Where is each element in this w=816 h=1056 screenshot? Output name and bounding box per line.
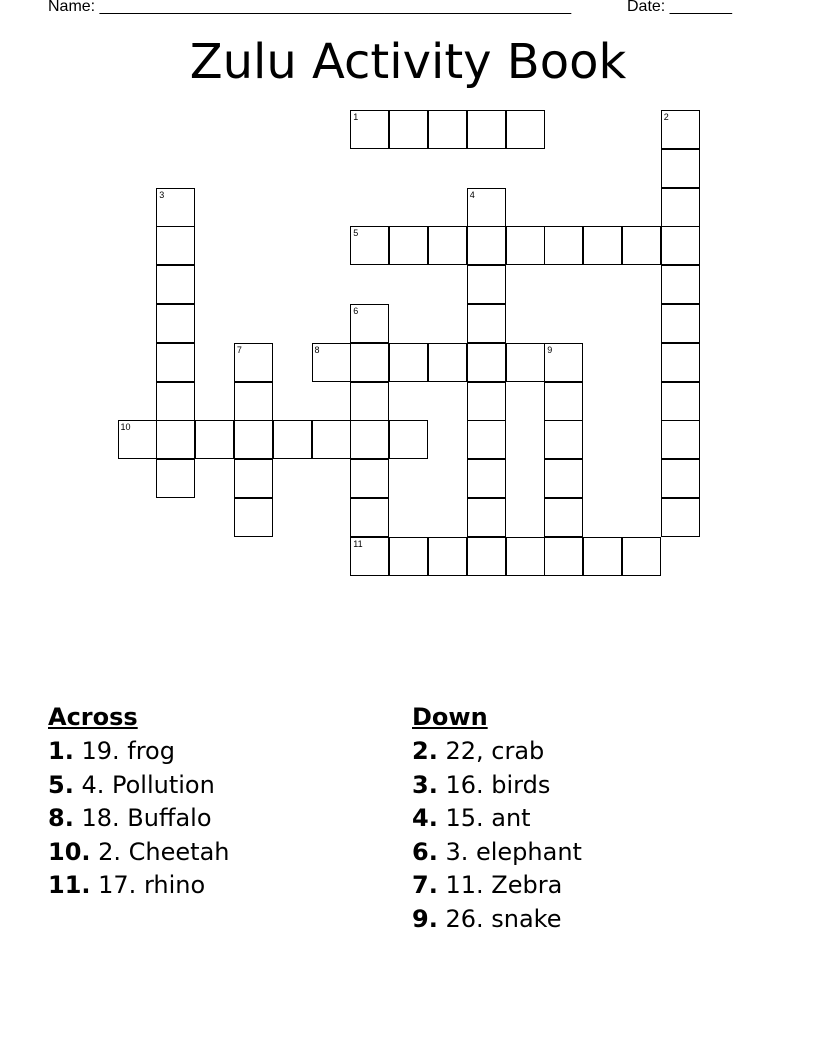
grid-cell[interactable] (467, 537, 506, 576)
grid-cell[interactable] (350, 498, 389, 537)
grid-cell[interactable] (273, 420, 312, 459)
grid-cell[interactable] (544, 420, 583, 459)
clue-num: 3. (412, 770, 438, 799)
clue-number: 9 (547, 344, 553, 355)
clue-num: 2. (412, 737, 438, 765)
grid-cell[interactable] (622, 226, 661, 265)
grid-cell[interactable] (389, 226, 428, 265)
grid-cell[interactable] (661, 265, 700, 304)
grid-cell[interactable] (234, 498, 273, 537)
grid-cell[interactable] (428, 343, 467, 382)
grid-cell[interactable] (661, 149, 700, 188)
grid-cell[interactable] (661, 420, 700, 459)
grid-cell[interactable] (583, 537, 622, 576)
clue-number: 11 (353, 538, 363, 549)
grid-cell[interactable] (350, 537, 389, 576)
grid-cell[interactable] (506, 226, 545, 265)
grid-cell[interactable] (544, 459, 583, 498)
grid-cell[interactable] (156, 265, 195, 304)
clue-number: 8 (314, 344, 320, 355)
grid-cell[interactable] (467, 226, 506, 265)
grid-cell[interactable] (661, 498, 700, 537)
clue-num: 9. (412, 904, 438, 933)
down-clue (412, 836, 582, 870)
grid-cell[interactable] (661, 382, 700, 421)
across-clue (48, 769, 230, 803)
clue-text: 18. Buffalo (73, 804, 212, 832)
clue-num: 11. (48, 871, 91, 899)
grid-cell[interactable] (661, 459, 700, 498)
grid-cell[interactable] (544, 537, 583, 576)
grid-cell[interactable] (428, 110, 467, 149)
clue-text: 11. Zebra (437, 871, 563, 899)
grid-cell[interactable] (350, 226, 389, 265)
grid-cell[interactable] (661, 304, 700, 343)
clue-text: 16. birds (437, 770, 551, 799)
clue-number: 5 (353, 228, 359, 239)
clue-number: 2 (663, 112, 669, 122)
grid-cell[interactable] (234, 382, 273, 421)
clue-text: 17. rhino (90, 871, 206, 899)
across-clue (48, 869, 230, 903)
grid-cell[interactable] (467, 265, 506, 304)
clue-number: 6 (353, 306, 359, 316)
down-clue (412, 735, 582, 769)
grid-cell[interactable] (544, 498, 583, 537)
grid-cell[interactable] (350, 382, 389, 421)
name-field-label: Name: _____________________________________________________ (48, 0, 572, 15)
clue-number: 3 (159, 189, 165, 200)
grid-cell[interactable] (389, 537, 428, 576)
grid-cell[interactable] (506, 110, 545, 149)
clue-num: 10. (48, 837, 91, 866)
grid-cell[interactable] (389, 343, 428, 382)
clue-number: 1 (353, 112, 359, 122)
clue-num: 8. (48, 804, 74, 832)
grid-cell[interactable] (156, 343, 195, 382)
grid-cell[interactable] (350, 304, 389, 343)
grid-cell[interactable] (389, 110, 428, 149)
down-clues (412, 702, 582, 936)
grid-cell[interactable] (312, 420, 351, 459)
across-clue (48, 735, 230, 769)
grid-cell[interactable] (312, 343, 351, 382)
grid-cell[interactable] (350, 420, 389, 459)
clue-num: 6. (412, 837, 438, 866)
clue-num: 5. (48, 770, 74, 799)
clue-text: 4. Pollution (73, 770, 215, 799)
grid-cell[interactable] (467, 304, 506, 343)
clue-number: 4 (469, 189, 475, 200)
across-heading: Across (48, 703, 138, 731)
grid-cell[interactable] (467, 382, 506, 421)
grid-cell[interactable] (234, 343, 273, 382)
grid-cell[interactable] (467, 459, 506, 498)
grid-cell[interactable] (661, 188, 700, 227)
clue-number: 7 (236, 344, 242, 355)
grid-cell[interactable] (156, 304, 195, 343)
grid-cell[interactable] (389, 420, 428, 459)
clue-text: 26. snake (437, 904, 562, 933)
clue-num: 1. (48, 737, 74, 765)
grid-cell[interactable] (234, 459, 273, 498)
grid-cell[interactable] (350, 343, 389, 382)
grid-cell[interactable] (156, 420, 195, 459)
grid-cell[interactable] (544, 343, 583, 382)
across-clue (48, 802, 230, 836)
down-heading: Down (412, 703, 488, 731)
grid-cell[interactable] (544, 382, 583, 421)
grid-cell[interactable] (661, 110, 700, 149)
grid-cell[interactable] (622, 537, 661, 576)
grid-cell[interactable] (583, 226, 622, 265)
grid-cell[interactable] (350, 459, 389, 498)
grid-cell[interactable] (467, 188, 506, 227)
grid-cell[interactable] (467, 343, 506, 382)
page-title: Zulu Activity Book (189, 34, 627, 90)
clue-text: 15. ant (437, 804, 531, 832)
grid-cell[interactable] (506, 537, 545, 576)
grid-cell[interactable] (234, 420, 273, 459)
grid-cell[interactable] (195, 420, 234, 459)
down-clue (412, 769, 582, 803)
clue-num: 4. (412, 804, 438, 832)
clue-num: 7. (412, 871, 438, 899)
clue-text: 19. frog (73, 737, 175, 765)
across-clue (48, 836, 230, 870)
grid-cell[interactable] (467, 420, 506, 459)
grid-cell[interactable] (156, 188, 195, 227)
grid-cell[interactable] (428, 537, 467, 576)
grid-cell[interactable] (467, 498, 506, 537)
clue-text: 22, crab (437, 737, 545, 765)
grid-cell[interactable] (467, 110, 506, 149)
clue-number: 10 (120, 422, 131, 433)
grid-cell[interactable] (156, 459, 195, 498)
grid-cell[interactable] (156, 226, 195, 265)
grid-cell[interactable] (661, 343, 700, 382)
grid-cell[interactable] (506, 343, 545, 382)
grid-cell[interactable] (118, 420, 157, 459)
across-clues (48, 702, 230, 903)
grid-cell[interactable] (544, 226, 583, 265)
down-clue (412, 802, 582, 836)
grid-cell[interactable] (156, 382, 195, 421)
grid-cell[interactable] (428, 226, 467, 265)
grid-cell[interactable] (661, 226, 700, 265)
grid-cell[interactable] (350, 110, 389, 149)
date-field-label: Date: _______ (627, 0, 732, 15)
down-clue (412, 903, 582, 937)
clue-text: 3. elephant (437, 837, 582, 866)
clue-text: 2. Cheetah (90, 837, 230, 866)
down-clue (412, 869, 582, 903)
